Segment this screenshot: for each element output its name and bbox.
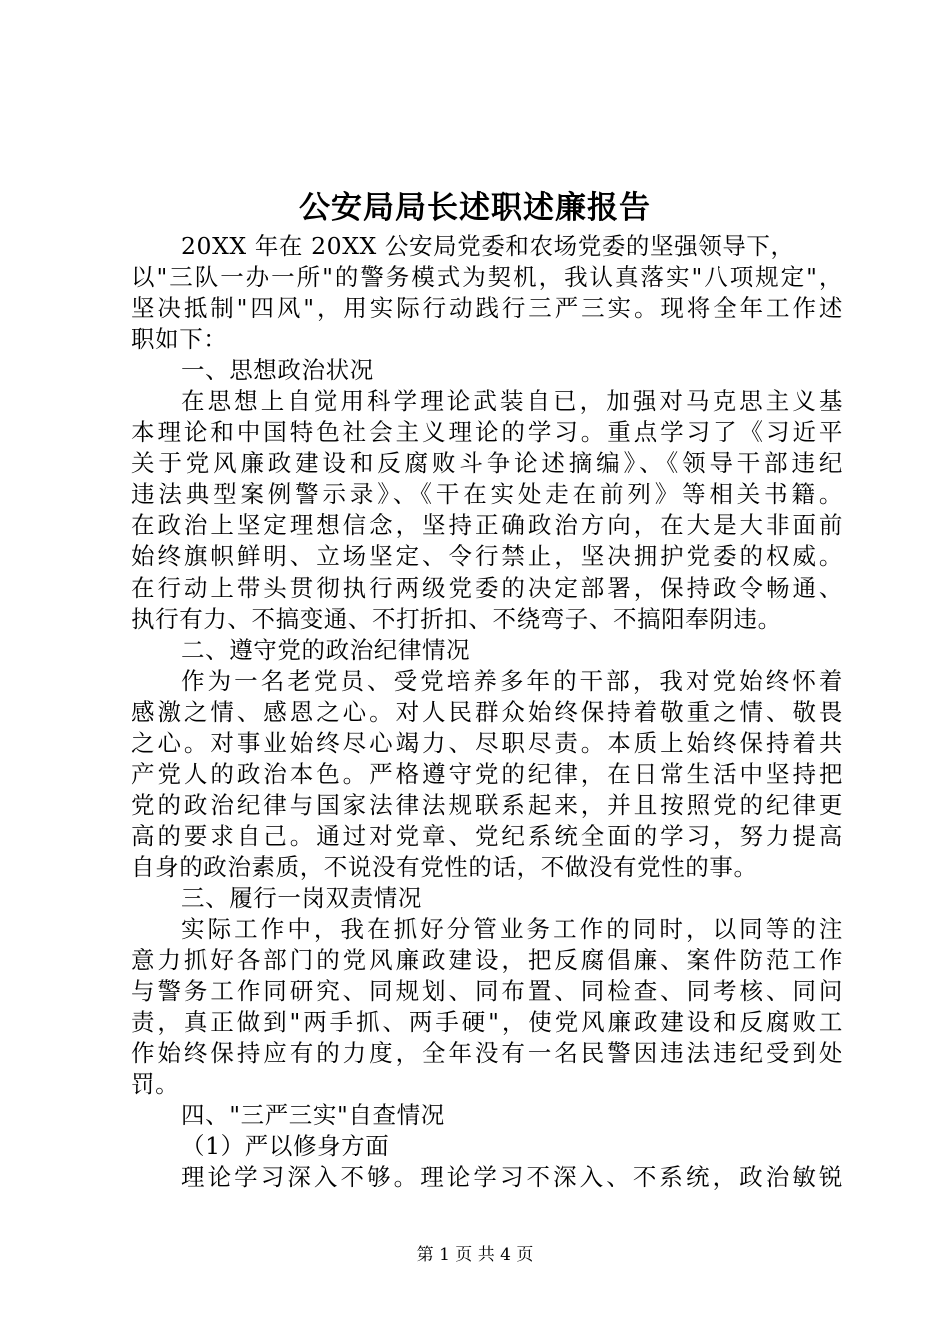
document-title: 公安局局长述职述廉报告 [299, 190, 651, 226]
body-line: 感激之情、感恩之心。对人民群众始终保持着敬重之情、敬畏 [131, 697, 843, 726]
body-line: 关于党风廉政建设和反腐败斗争论述摘编》、《领导干部违纪 [131, 449, 843, 478]
body-line: 本理论和中国特色社会主义理论的学习。重点学习了《习近平 [131, 418, 843, 447]
body-line: 作为一名老党员、受党培养多年的干部，我对党始终怀着 [181, 666, 843, 695]
section-heading: 四、"三严三实"自查情况 [181, 1101, 445, 1130]
body-line: 实际工作中，我在抓好分管业务工作的同时，以同等的注 [181, 915, 843, 944]
body-line: 产党人的政治本色。严格遵守党的纪律，在日常生活中坚持把 [131, 759, 843, 788]
section-heading: 一、思想政治状况 [181, 356, 374, 385]
body-line: 职如下： [131, 325, 228, 354]
body-line: 理论学习深入不够。理论学习不深入、不系统，政治敏锐 [181, 1163, 843, 1192]
section-heading: 三、履行一岗双责情况 [181, 883, 422, 912]
body-line: 以"三队一办一所"的警务模式为契机，我认真落实"八项规定"， [131, 263, 843, 292]
body-line: 责，真正做到"两手抓、两手硬"，使党风廉政建设和反腐败工 [131, 1008, 843, 1037]
body-line: 罚。 [131, 1070, 180, 1099]
document-body [131, 231, 843, 1193]
body-line: 高的要求自己。通过对党章、党纪系统全面的学习，努力提高 [131, 821, 843, 850]
body-line: 之心。对事业始终尽心竭力、尽职尽责。本质上始终保持着共 [131, 728, 843, 757]
body-line: 在政治上坚定理想信念，坚持正确政治方向，在大是大非面前 [131, 511, 843, 540]
body-line: 与警务工作同研究、同规划、同布置、同检查、同考核、同问 [131, 977, 843, 1006]
body-line: 20XX 年在 20XX 公安局党委和农场党委的坚强领导下， [181, 232, 795, 260]
body-line: 在行动上带头贯彻执行两级党委的决定部署，保持政令畅通、 [131, 573, 843, 602]
body-line: 作始终保持应有的力度，全年没有一名民警因违法违纪受到处 [131, 1039, 843, 1068]
body-line: 党的政治纪律与国家法律法规联系起来，并且按照党的纪律更 [131, 790, 843, 819]
section-heading: 二、遵守党的政治纪律情况 [181, 635, 471, 664]
body-line: 自身的政治素质，不说没有党性的话，不做没有党性的事。 [131, 852, 758, 881]
body-line: 违法典型案例警示录》、《干在实处走在前列》等相关书籍。 [131, 480, 843, 509]
body-line: 意力抓好各部门的党风廉政建设，把反腐倡廉、案件防范工作 [131, 946, 843, 975]
page-footer: 第 1 页 共 4 页 [416, 1245, 534, 1265]
subsection-heading: （1）严以修身方面 [181, 1132, 390, 1161]
body-line: 始终旗帜鲜明、立场坚定、令行禁止，坚决拥护党委的权威。 [131, 542, 843, 571]
body-line: 在思想上自觉用科学理论武装自已，加强对马克思主义基 [181, 387, 843, 416]
body-line: 执行有力、不搞变通、不打折扣、不绕弯子、不搞阳奉阴违。 [131, 604, 782, 633]
body-line: 坚决抵制"四风"，用实际行动践行三严三实。现将全年工作述 [131, 294, 843, 323]
